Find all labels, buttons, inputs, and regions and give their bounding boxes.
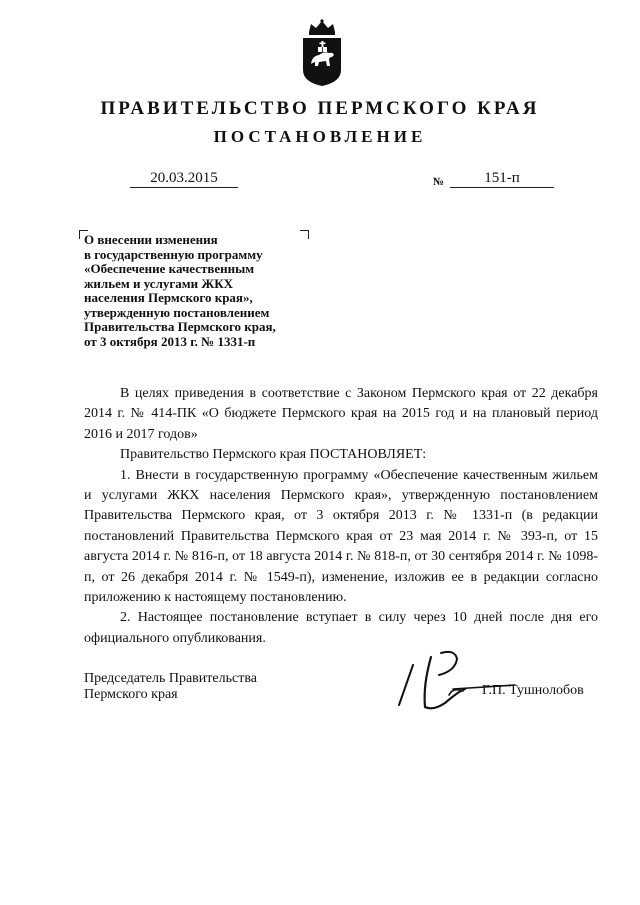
signatory-title-line: Пермского края (84, 687, 178, 702)
subject-line: в государственную программу (84, 246, 263, 262)
body-paragraph: 2. Настоящее постановление вступает в силу через 10 дней после дня его официального опубликования. (84, 610, 598, 646)
subject-line: О внесении изменения (84, 232, 218, 247)
body-paragraph: 1. Внести в государственную программу «Обеспечение качественным жильем и услугами ЖКХ населения Пермского края», утвержденную постановлением Правительства Пермского края, от 3 октября 2013 г. № 1331-п (в редакции постановлений Правительства Пермского края от 23 мая 2014 г. № 393-п, от 15 августа 2014 г. № 816-п, от 18 августа 2014 г. № 818-п, от 30 сентября 2014 г. № 1098-п, от 26 декабря 2014 г. № 1549-п), изменение, изложив ее в редакции согласно приложению к настоящему постановлению. (84, 467, 598, 606)
subject-line: утвержденную постановлением (84, 304, 270, 320)
subject-line: от 3 октября 2013 г. № 1331-п (84, 333, 256, 349)
subject-line: «Обеспечение качественным (84, 261, 255, 276)
subject-line: жильем и услугами ЖКХ (84, 275, 234, 291)
body-paragraph: Правительство Пермского края ПОСТАНОВЛЯЕТ: (120, 447, 427, 463)
signatory-title-line: Председатель Правительства (84, 671, 257, 686)
coat-of-arms-icon (297, 18, 347, 88)
subject-line: населения Пермского края», (84, 290, 253, 305)
document-date: 20.03.2015 (150, 170, 218, 186)
signatory-name: Г.П. Тушнолобов (482, 683, 584, 698)
document-type: ПОСТАНОВЛЕНИЕ (213, 127, 427, 146)
document-number-field (450, 169, 554, 188)
subject-line: Правительства Пермского края, (84, 319, 276, 334)
government-title: ПРАВИТЕЛЬСТВО ПЕРМСКОГО КРАЯ (100, 98, 540, 119)
signatory-title (84, 671, 257, 703)
body-paragraph: В целях приведения в соответствие с Законом Пермского края от 22 декабря 2014 г. № 414-ПК «О бюджете Пермского края на 2015 год и на плановый период 2016 и 2017 годов» (84, 386, 598, 442)
document-number: 151-п (484, 170, 520, 186)
document-date-field (130, 169, 238, 188)
document-subject (84, 233, 324, 349)
number-sign: № (433, 176, 445, 188)
document-body (84, 384, 598, 649)
